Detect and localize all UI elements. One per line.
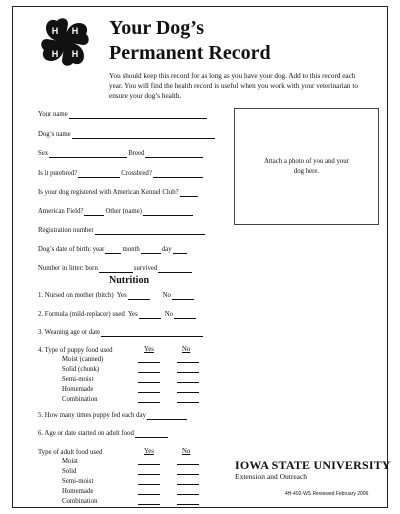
photo-box-text: Attach a photo of you and your dog here. (264, 157, 349, 175)
puppy-solid-no-line[interactable] (177, 372, 199, 373)
q1-yes-line[interactable] (128, 292, 150, 300)
q1-field[interactable] (38, 291, 195, 300)
american-field-label: American Field? (38, 208, 84, 215)
other-name-line[interactable] (143, 208, 193, 216)
akc-line[interactable] (180, 189, 198, 197)
litter-born-line[interactable] (99, 265, 133, 273)
q5-label: 5. How many times puppy fed each day (38, 412, 146, 419)
other-name-label: Other (name) (105, 208, 142, 215)
page-title-line2: Permanent Record (109, 42, 271, 64)
registration-number-field[interactable] (38, 226, 206, 235)
adult-moist-no-line[interactable] (177, 464, 199, 465)
dob-year-line[interactable] (105, 246, 121, 254)
registration-number-label: Registration number (38, 227, 94, 234)
q5-field[interactable] (38, 411, 188, 420)
adult-food-solid: Solid (62, 468, 77, 475)
q3-line[interactable] (101, 329, 203, 337)
purebred-field[interactable] (38, 169, 204, 178)
q6-label: 6. Age or date started on adult food (38, 430, 134, 437)
puppy-food-semi-moist: Semi-moist (62, 376, 94, 383)
sex-label: Sex (38, 150, 49, 157)
q1-no-line[interactable] (172, 292, 194, 300)
university-wordmark: IOWA STATE UNIVERSITY (235, 458, 391, 472)
puppy-homemade-yes-line[interactable] (138, 392, 160, 393)
q6-line[interactable] (135, 430, 168, 438)
q2-field[interactable] (38, 310, 197, 319)
q4-label: 4. Type of puppy food used (38, 347, 113, 354)
four-h-clover-icon (38, 15, 92, 69)
dob-day-label: day (161, 246, 172, 253)
svg-text:H: H (71, 26, 79, 36)
akc-label: Is your dog registered with American Kennel Club? (38, 189, 179, 196)
adult-homemade-yes-line[interactable] (138, 494, 160, 495)
sex-breed-field[interactable] (38, 149, 204, 158)
adult-combination-yes-line[interactable] (138, 504, 160, 505)
adult-food-heading: Type of adult food used (38, 449, 103, 456)
dogs-name-line[interactable] (72, 131, 215, 139)
q2-no-label: No (164, 311, 174, 318)
litter-survived-label: survived (133, 265, 158, 272)
breed-label: Breed (128, 150, 145, 157)
svg-text:H: H (71, 49, 79, 59)
publication-code: 4H-402-WS Reviewed February 2006 (285, 491, 369, 497)
puppy-combination-no-line[interactable] (177, 402, 199, 403)
q6-field[interactable] (38, 429, 169, 438)
q2-yes-label: Yes (127, 311, 138, 318)
q3-label: 3. Weaning age or date (38, 329, 101, 336)
adult-solid-no-line[interactable] (177, 474, 199, 475)
purebred-line[interactable] (78, 170, 120, 178)
litter-survived-line[interactable] (158, 265, 192, 273)
nutrition-heading: Nutrition (109, 275, 149, 286)
adult-semi-no-line[interactable] (177, 484, 199, 485)
breed-line[interactable] (145, 150, 203, 158)
record-form-page (12, 6, 391, 508)
sex-line[interactable] (49, 150, 127, 158)
adult-food-moist: Moist (62, 458, 78, 465)
intro-paragraph: You should keep this record for as long as you have your dog. Add to this record each year. You will find the health record is useful when you work with your veterinarian to ensure your dog’s health. (109, 72, 358, 100)
q2-no-line[interactable] (174, 311, 196, 319)
q3-field[interactable] (38, 328, 204, 337)
puppy-moist-yes-line[interactable] (138, 362, 160, 363)
akc-field[interactable] (38, 188, 199, 197)
puppy-homemade-no-line[interactable] (177, 392, 199, 393)
dob-month-label: month (122, 246, 140, 253)
registration-number-line[interactable] (95, 227, 205, 235)
adult-food-semi-moist: Semi-moist (62, 478, 94, 485)
adult-combination-no-line[interactable] (177, 504, 199, 505)
adult-semi-yes-line[interactable] (138, 484, 160, 485)
adult-food-combination: Combination (62, 498, 98, 505)
q4-no-header: No (182, 346, 191, 353)
puppy-moist-no-line[interactable] (177, 362, 199, 363)
puppy-combination-yes-line[interactable] (138, 402, 160, 403)
your-name-field[interactable] (38, 110, 208, 119)
q2-yes-line[interactable] (139, 311, 161, 319)
puppy-semi-no-line[interactable] (177, 382, 199, 383)
your-name-line[interactable] (69, 111, 207, 119)
puppy-food-solid: Solid (chunk) (62, 366, 100, 373)
crossbred-line[interactable] (153, 170, 203, 178)
dob-month-line[interactable] (141, 246, 161, 254)
purebred-label: Is it purebred? (38, 170, 78, 177)
litter-field[interactable] (38, 264, 193, 273)
crossbred-label: Crossbred? (121, 170, 152, 177)
svg-text:H: H (51, 26, 59, 36)
page-title-line1: Your Dog’s (109, 17, 205, 39)
puppy-food-combination: Combination (62, 396, 98, 403)
puppy-food-homemade: Homemade (62, 386, 94, 393)
q1-yes-label: Yes (116, 292, 127, 299)
q1-no-label: No (162, 292, 171, 299)
dob-day-line[interactable] (173, 246, 187, 254)
q4-yes-header: Yes (144, 346, 154, 353)
american-field-line[interactable] (84, 208, 104, 216)
q1-label: 1. Nursed on mother (bitch) (38, 292, 114, 299)
your-name-label: Your name (38, 111, 68, 118)
photo-box[interactable] (234, 108, 379, 225)
puppy-solid-yes-line[interactable] (138, 372, 160, 373)
adult-no-header: No (182, 448, 191, 455)
adult-homemade-no-line[interactable] (177, 494, 199, 495)
american-field-field[interactable] (38, 207, 194, 216)
adult-solid-yes-line[interactable] (138, 474, 160, 475)
dob-field[interactable] (38, 245, 188, 254)
extension-wordmark: Extension and Outreach (235, 472, 308, 481)
dogs-name-field[interactable] (38, 130, 216, 139)
dogs-name-label: Dog’s name (38, 131, 71, 138)
adult-yes-header: Yes (144, 448, 154, 455)
puppy-food-moist: Moist (canned) (62, 356, 104, 363)
puppy-semi-yes-line[interactable] (138, 382, 160, 383)
q2-label: 2. Formula (mild-replacer) used (38, 311, 125, 318)
litter-born-label: Number in litter: born (38, 265, 98, 272)
adult-moist-yes-line[interactable] (138, 464, 160, 465)
q5-line[interactable] (147, 412, 187, 420)
svg-text:H: H (51, 49, 59, 59)
dob-year-label: Dog’s date of birth: year (38, 246, 105, 253)
adult-food-homemade: Homemade (62, 488, 94, 495)
